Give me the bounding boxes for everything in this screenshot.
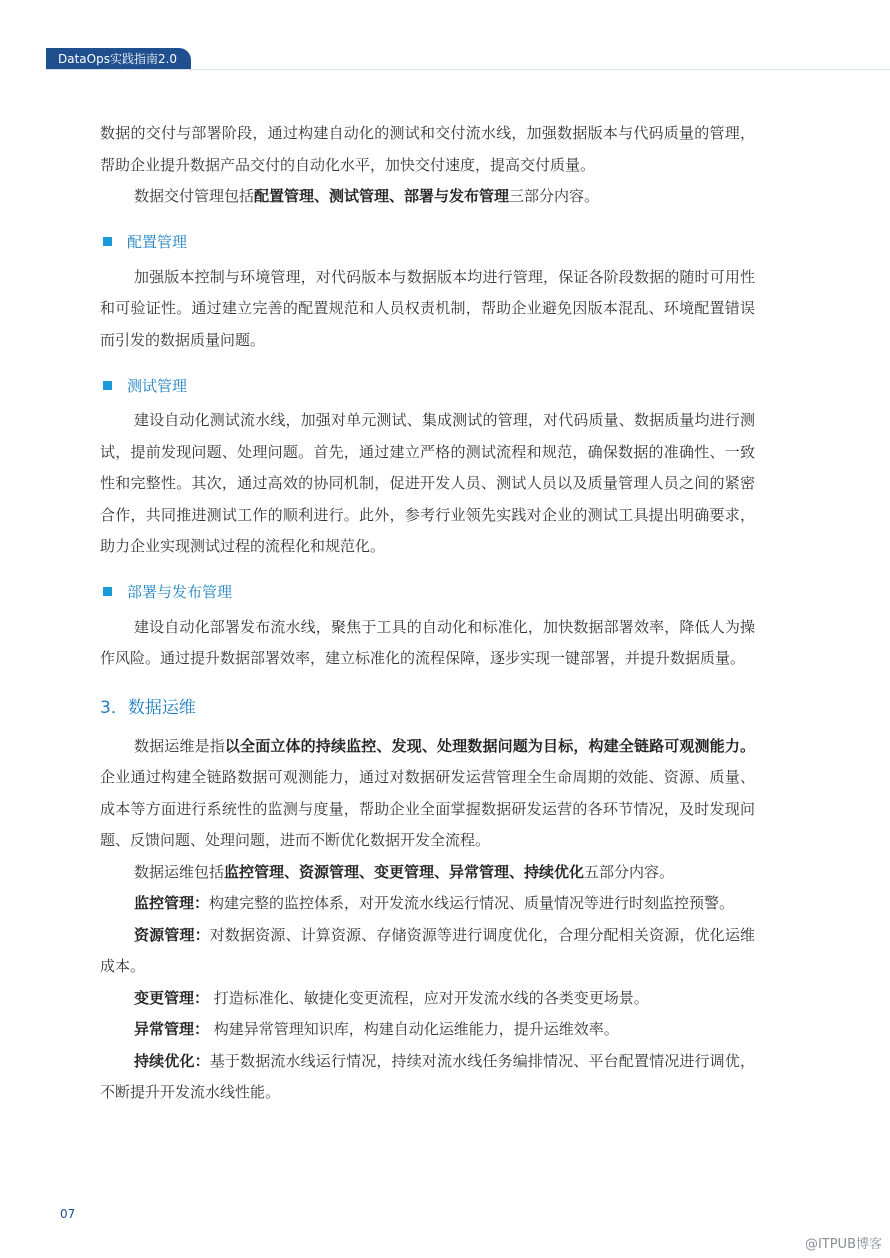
section-body-config: 加强版本控制与环境管理，对代码版本与数据版本均进行管理，保证各阶段数据的随时可用性和可验证性。通过建立完善的配置规范和人员权责机制，帮助企业避免因版本混乱、环境配置错误而引发的数据质量问题。 xyxy=(100,267,755,349)
header-title: DataOps实践指南2.0 xyxy=(58,52,178,66)
ops-item-change xyxy=(100,983,755,1015)
ops-item-text: 对数据资源、计算资源、存储资源等进行调度优化，合理分配相关资源，优化运维成本。 xyxy=(100,925,755,975)
page-number: 07 xyxy=(60,1207,76,1221)
intro-p2-prefix: 数据交付管理包括 xyxy=(134,187,255,205)
ops-item-optimization xyxy=(100,1046,755,1109)
ops-item-text: 基于数据流水线运行情况，持续对流水线任务编排情况、平台配置情况进行调优，不断提升开发流水线性能。 xyxy=(100,1051,755,1101)
section-title-testing: 测试管理 xyxy=(127,376,188,395)
header-divider xyxy=(46,69,890,70)
ops-p2-suffix: 五部分内容。 xyxy=(584,862,675,881)
ops-item-text: 打造标准化、敏捷化变更流程，应对开发流水线的各类变更场景。 xyxy=(209,988,649,1007)
intro-p2-bold: 配置管理、测试管理、部署与发布管理 xyxy=(254,187,510,205)
ops-item-text: 构建异常管理知识库，构建自动化运维能力，提升运维效率。 xyxy=(209,1020,619,1038)
section-title-config: 配置管理 xyxy=(127,233,188,251)
ops-item-term: 监控管理： xyxy=(134,894,210,912)
section-header-testing xyxy=(100,369,755,401)
page-content xyxy=(100,118,755,1109)
ops-p2-prefix: 数据运维包括 xyxy=(134,862,225,881)
intro-paragraph-2 xyxy=(100,181,755,213)
section-body-testing: 建设自动化测试流水线，加强对单元测试、集成测试的管理，对代码质量、数据质量均进行测试，提前发现问题、处理问题。首先，通过建立严格的测试流程和规范，确保数据的准确性、一致性和完整性。其次，通过高效的协同机制，促进开发人员、测试人员以及质量管理人员之间的紧密合作，共同推进测试工作的顺利进行。此外，参考行业领先实践对企业的测试工具提出明确要求，助力企业实现测试过程的流程化和规范化。 xyxy=(100,411,755,555)
section-body-deploy: 建设自动化部署发布流水线，聚焦于工具的自动化和标准化，加快数据部署效率，降低人为操作风险。通过提升数据部署效率，建立标准化的流程保障，逐步实现一键部署，并提升数据质量。 xyxy=(100,617,755,667)
ops-item-term: 持续优化： xyxy=(134,1051,210,1070)
section-title-deploy: 部署与发布管理 xyxy=(127,583,233,601)
ops-item-exception xyxy=(100,1014,755,1046)
ops-paragraph-1 xyxy=(100,731,755,857)
ops-item-resource xyxy=(100,920,755,983)
square-bullet-icon xyxy=(103,381,112,390)
ops-item-monitoring xyxy=(100,888,755,920)
ops-heading: 3．数据运维 xyxy=(100,697,196,718)
ops-item-term: 变更管理： xyxy=(134,988,210,1007)
section-header-config xyxy=(100,226,755,258)
ops-p1-suffix: 企业通过构建全链路数据可观测能力，通过对数据研发运营管理全生命周期的效能、资源、质量、成本等方面进行系统性的监测与度量，帮助企业全面掌握数据研发运营的各环节情况，及时发现问题、反馈问题、处理问题，进而不断优化数据开发全流程。 xyxy=(100,768,755,849)
section-header-deploy xyxy=(100,576,755,608)
intro-p2-suffix: 三部分内容。 xyxy=(509,187,600,205)
ops-p1-prefix: 数据运维是指 xyxy=(134,736,225,755)
ops-item-term: 资源管理： xyxy=(134,925,210,944)
ops-item-text: 构建完整的监控体系，对开发流水线运行情况、质量情况等进行时刻监控预警。 xyxy=(209,894,735,912)
watermark: @ITPUB博客 xyxy=(804,1237,882,1252)
ops-p1-bold: 以全面立体的持续监控、发现、处理数据问题为目标，构建全链路可观测能力。 xyxy=(224,736,755,755)
intro-paragraph-1: 数据的交付与部署阶段，通过构建自动化的测试和交付流水线，加强数据版本与代码质量的管理，帮助企业提升数据产品交付的自动化水平，加快交付速度，提高交付质量。 xyxy=(100,124,755,174)
ops-item-term: 异常管理： xyxy=(134,1020,210,1038)
ops-paragraph-2 xyxy=(100,857,755,889)
square-bullet-icon xyxy=(103,587,112,596)
square-bullet-icon xyxy=(103,237,112,246)
header-title-tab xyxy=(46,48,191,70)
ops-p2-bold: 监控管理、资源管理、变更管理、异常管理、持续优化 xyxy=(224,862,585,881)
